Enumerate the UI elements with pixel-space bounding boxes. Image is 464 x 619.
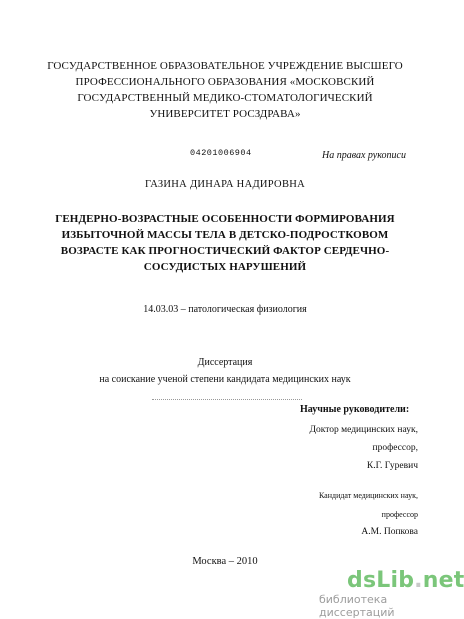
city-year: Москва – 2010 — [192, 556, 258, 567]
institution-line-2: ПРОФЕССИОНАЛЬНОГО ОБРАЗОВАНИЯ «МОСКОВСКИЙ — [75, 76, 375, 88]
dslib-watermark — [347, 568, 464, 593]
dissertation-degree: на соискание ученой степени кандидата медицинских наук — [99, 374, 351, 385]
manuscript-note: На правах рукописи — [322, 150, 406, 161]
institution-line-1: ГОСУДАРСТВЕННОЕ ОБРАЗОВАТЕЛЬНОЕ УЧРЕЖДЕНИЕ ВЫСШЕГО — [47, 60, 403, 72]
supervisor-2-degree: Кандидат медицинских наук, — [318, 491, 418, 500]
dissertation-heading: Диссертация — [197, 357, 253, 368]
dslib-subtitle: библиотека диссертаций — [319, 593, 395, 619]
supervisor-1-degree: Доктор медицинских наук, — [309, 425, 418, 435]
title-line-3: ВОЗРАСТЕ КАК ПРОГНОСТИЧЕСКИЙ ФАКТОР СЕРДЕЧНО- — [60, 245, 390, 257]
supervisors-heading: Научные руководители: — [300, 404, 410, 415]
registration-number: 04201006904 — [190, 148, 252, 158]
supervisor-1-name: К.Г. Гуревич — [366, 461, 418, 471]
title-line-4: СОСУДИСТЫХ НАРУШЕНИЙ — [143, 261, 307, 273]
supervisor-2-title: профессор — [381, 510, 418, 519]
supervisor-1-title: профессор, — [372, 443, 418, 453]
title-line-2: ИЗБЫТОЧНОЙ МАССЫ ТЕЛА В ДЕТСКО-ПОДРОСТКОВОМ — [61, 229, 389, 241]
institution-line-4: УНИВЕРСИТЕТ РОСЗДРАВА» — [149, 108, 301, 120]
supervisor-2-name: А.М. Попкова — [361, 527, 418, 537]
specialty-code: 14.03.03 – патологическая физиология — [143, 304, 307, 315]
dslib-logo: dsLib.net — [347, 568, 464, 593]
institution-line-3: ГОСУДАРСТВЕННЫЙ МЕДИКО-СТОМАТОЛОГИЧЕСКИЙ — [77, 92, 373, 104]
author-name: ГАЗИНА ДИНАРА НАДИРОВНА — [144, 179, 306, 190]
scan-artifact — [152, 399, 302, 400]
title-line-1: ГЕНДЕРНО-ВОЗРАСТНЫЕ ОСОБЕННОСТИ ФОРМИРОВАНИЯ — [55, 213, 395, 225]
